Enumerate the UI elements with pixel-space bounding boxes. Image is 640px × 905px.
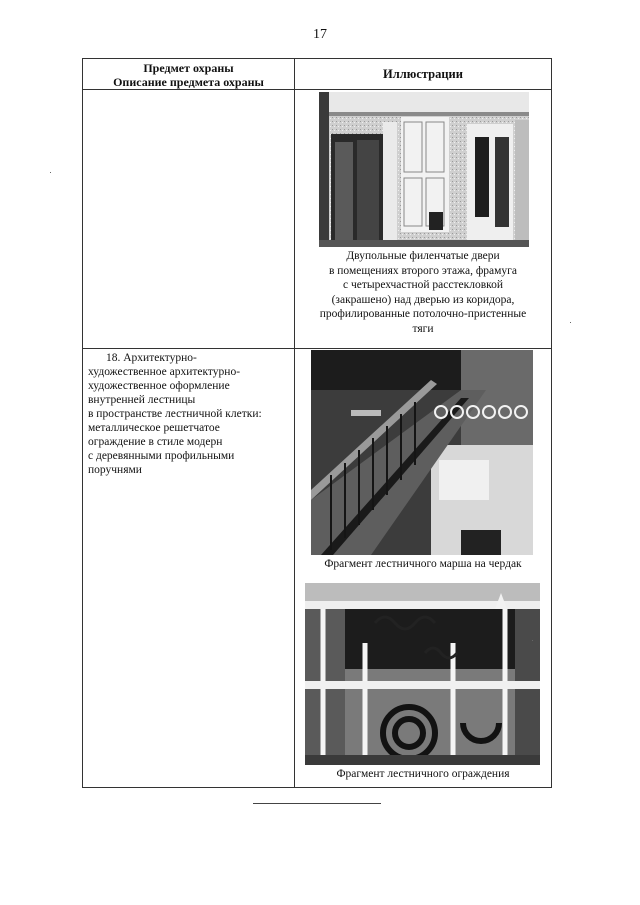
caption-line: профилированные потолочно-пристенные bbox=[319, 308, 527, 320]
staircase-railing-photo bbox=[305, 583, 540, 765]
protection-table bbox=[82, 58, 552, 788]
header-subject-title: Предмет охраны bbox=[143, 61, 234, 75]
header-subject-description: Описание предмета охраны bbox=[113, 75, 264, 89]
staircase-railing-caption: Фрагмент лестничного ограждения bbox=[336, 768, 510, 780]
caption-line: (закрашено) над дверью из коридора, bbox=[331, 293, 515, 306]
description-line: художественное оформление bbox=[88, 380, 230, 392]
description-line: поручнями bbox=[88, 464, 142, 476]
description-line: металлическое решетчатое bbox=[88, 422, 220, 434]
footnote-separator bbox=[253, 803, 381, 804]
interior-doors-photo bbox=[319, 92, 529, 247]
header-subject bbox=[83, 59, 294, 89]
caption-line: в помещениях второго этажа, фрамуга bbox=[328, 264, 518, 277]
header-illustrations: Иллюстрации bbox=[383, 67, 463, 81]
staircase-flight-photo bbox=[311, 350, 533, 555]
caption-line: с четырехчастной расстекловкой bbox=[342, 279, 504, 291]
description-line: художественное архитектурно- bbox=[88, 366, 241, 378]
interior-doors-caption bbox=[295, 249, 551, 336]
page-number: 17 bbox=[313, 27, 327, 42]
description-line: в пространстве лестничной клетки: bbox=[88, 408, 262, 420]
staircase-flight-caption: Фрагмент лестничного марша на чердак bbox=[324, 558, 522, 570]
caption-line: тяги bbox=[412, 322, 434, 335]
description-line: с деревянными профильными bbox=[88, 450, 235, 462]
description-line: ограждение в стиле модерн bbox=[88, 436, 223, 448]
description-line: внутренней лестницы bbox=[88, 394, 196, 406]
description-line: 18. Архитектурно- bbox=[106, 352, 197, 364]
item-18-description bbox=[88, 351, 289, 477]
caption-line: Двупольные филенчатые двери bbox=[346, 250, 500, 262]
